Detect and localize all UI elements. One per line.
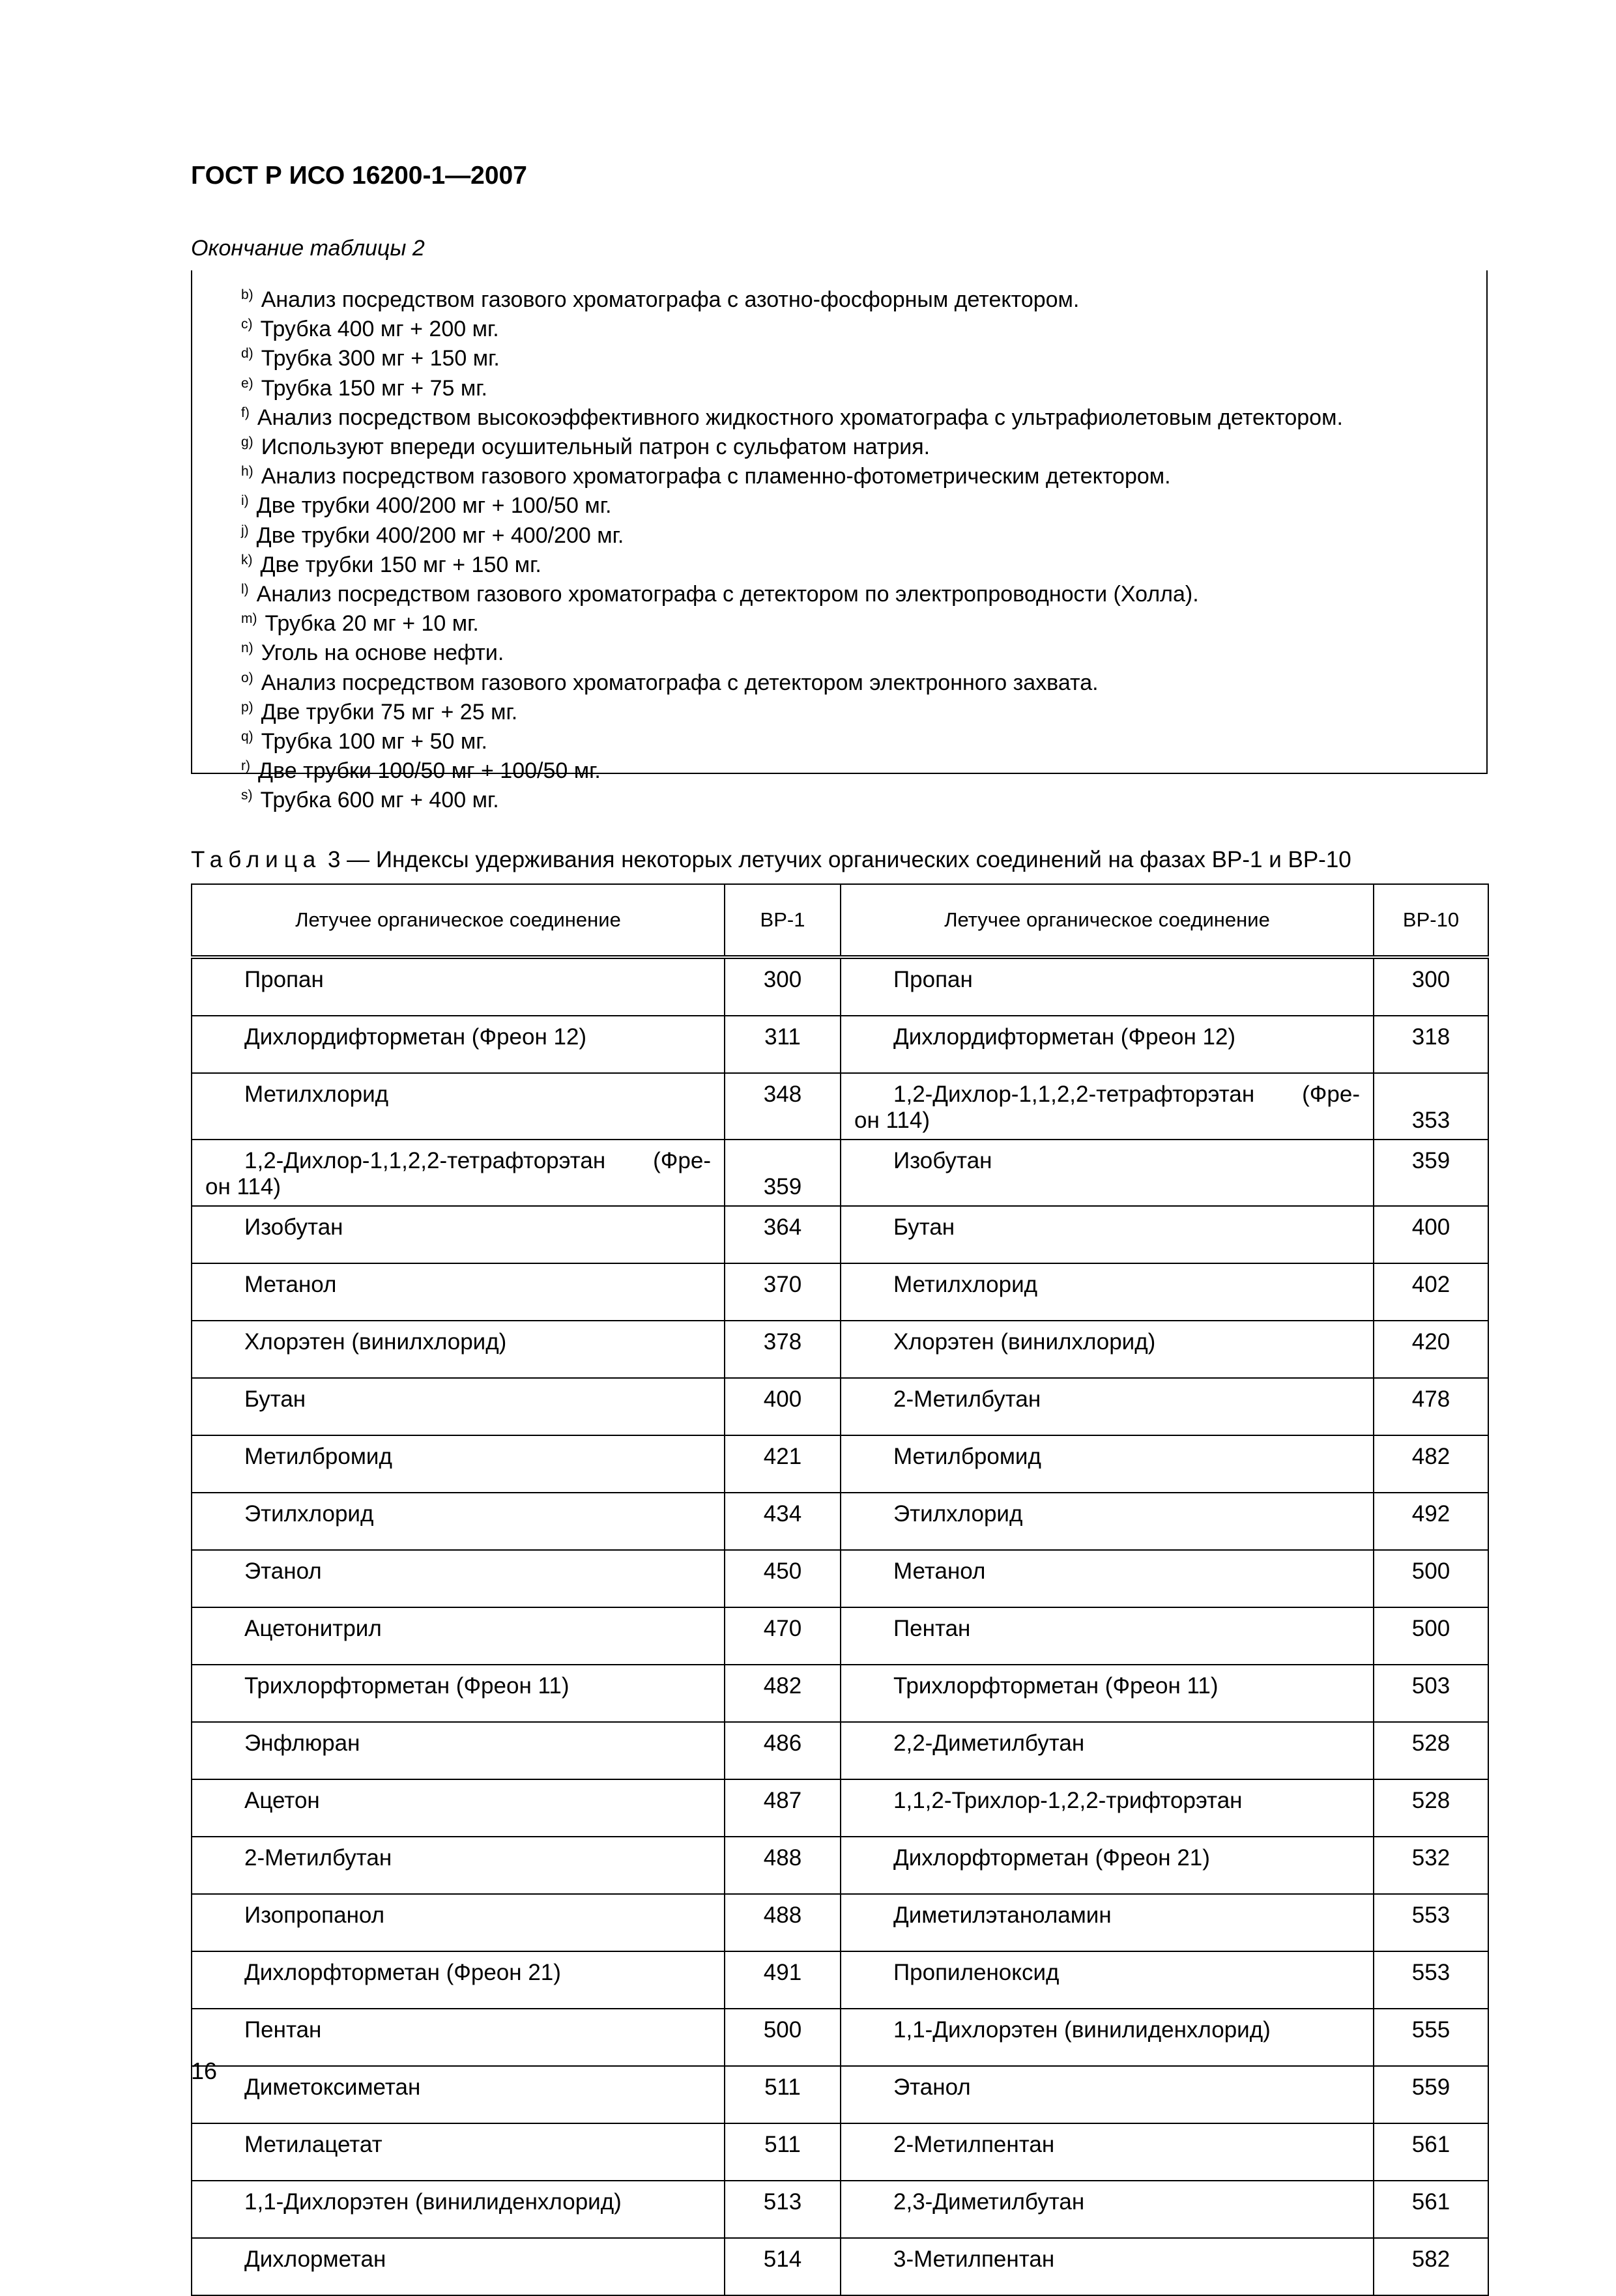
- index-bp1: 311: [725, 1016, 841, 1073]
- index-bp10: 532: [1374, 1837, 1488, 1894]
- footnote-text: Анализ посредством газового хроматографа с азотно-фосфорным детектором.: [261, 287, 1080, 312]
- table-row: [192, 1493, 1488, 1550]
- footnote: [241, 670, 1343, 699]
- index-bp10: 500: [1374, 1550, 1488, 1607]
- index-bp1: 514: [725, 2238, 841, 2295]
- footnote-text: Трубка 150 мг + 75 мг.: [261, 375, 487, 401]
- index-bp10: 318: [1374, 1016, 1488, 1073]
- compound-bp1: [192, 1140, 725, 1206]
- compound-bp1: Метилбромид: [192, 1435, 725, 1493]
- compound-bp10: Дихлордифторметан (Фреон 12): [841, 1016, 1374, 1073]
- table2-footnotes-box: [191, 270, 1488, 813]
- table-row: [192, 1837, 1488, 1894]
- compound-bp1: 1,1-Дихлорэтен (винилиденхлорид): [192, 2181, 725, 2238]
- compound-bp10: Метилхлорид: [841, 1263, 1374, 1321]
- compound-bp10: Изобутан: [841, 1140, 1374, 1206]
- footnote-mark: m): [241, 611, 257, 627]
- compound-bp10: Пропиленоксид: [841, 1951, 1374, 2009]
- index-bp10: 420: [1374, 1321, 1488, 1378]
- compound-bp10: Бутан: [841, 1206, 1374, 1263]
- compound-bp10: Дихлорфторметан (Фреон 21): [841, 1837, 1374, 1894]
- compound-line: он 114): [854, 1108, 930, 1133]
- header-bp1: ВР-1: [725, 884, 841, 957]
- table3-title: [191, 847, 1351, 873]
- index-bp10: 359: [1374, 1140, 1488, 1206]
- footnote-text: Трубка 20 мг + 10 мг.: [265, 611, 479, 637]
- index-bp10: 353: [1374, 1073, 1488, 1140]
- index-bp10: 503: [1374, 1665, 1488, 1722]
- footnote: [241, 493, 1343, 522]
- index-bp10: 582: [1374, 2238, 1488, 2295]
- table-row: [192, 1016, 1488, 1073]
- footnote: [241, 610, 1343, 640]
- index-bp1: 300: [725, 957, 841, 1016]
- footnote-text: Две трубки 100/50 мг + 100/50 мг.: [258, 758, 601, 784]
- compound-bp1: Изопропанол: [192, 1894, 725, 1951]
- index-bp1: 482: [725, 1665, 841, 1722]
- index-bp1: 434: [725, 1493, 841, 1550]
- compound-bp1: Дихлорметан: [192, 2238, 725, 2295]
- table-row: [192, 2181, 1488, 2238]
- footnote-text: Анализ посредством газового хроматографа с детектором по электропроводности (Холла).: [256, 582, 1199, 607]
- index-bp10: 300: [1374, 957, 1488, 1016]
- footnote-mark: s): [241, 788, 253, 803]
- index-bp10: 400: [1374, 1206, 1488, 1263]
- footnote: [241, 463, 1343, 493]
- table-row: [192, 2066, 1488, 2123]
- table-row: [192, 1607, 1488, 1665]
- compound-bp10: 2-Метилбутан: [841, 1378, 1374, 1435]
- table3-title-text: 3 — Индексы удерживания некоторых летучих органических соединений на фазах ВР-1 и ВР-10: [327, 847, 1351, 872]
- index-bp1: 511: [725, 2066, 841, 2123]
- table-row: [192, 2238, 1488, 2295]
- compound-bp1: Этанол: [192, 1550, 725, 1607]
- table-row: [192, 1722, 1488, 1779]
- index-bp10: 528: [1374, 1722, 1488, 1779]
- compound-bp1: Этилхлорид: [192, 1493, 725, 1550]
- footnote-mark: j): [241, 523, 249, 538]
- index-bp10: 402: [1374, 1263, 1488, 1321]
- compound-bp10: Хлорэтен (винилхлорид): [841, 1321, 1374, 1378]
- footnote: [241, 375, 1343, 405]
- header-compound-bp1: Летучее органическое соединение: [192, 884, 725, 957]
- table-row: [192, 1321, 1488, 1378]
- table-row: [192, 957, 1488, 1016]
- footnote-text: Анализ посредством газового хроматографа с пламенно-фотометрическим детектором.: [261, 464, 1171, 489]
- table-row: [192, 2009, 1488, 2066]
- table-row: [192, 1435, 1488, 1493]
- footnote: [241, 405, 1343, 434]
- compound-bp1: Метилхлорид: [192, 1073, 725, 1140]
- footnote: [241, 287, 1343, 316]
- index-bp1: 370: [725, 1263, 841, 1321]
- compound-bp1: Трихлорфторметан (Фреон 11): [192, 1665, 725, 1722]
- compound-line: 1,2-Дихлор-1,1,2,2-тетрафторэтан (Фре-: [893, 1082, 1360, 1107]
- document-code: ГОСТ Р ИСО 16200-1—2007: [191, 162, 527, 190]
- compound-bp10: Пропан: [841, 957, 1374, 1016]
- index-bp10: 561: [1374, 2181, 1488, 2238]
- footnote-text: Трубка 100 мг + 50 мг.: [261, 729, 487, 754]
- footnote-text: Трубка 600 мг + 400 мг.: [260, 788, 499, 813]
- table-row: [192, 1951, 1488, 2009]
- index-bp10: 528: [1374, 1779, 1488, 1837]
- table-row: [192, 1894, 1488, 1951]
- footnote-text: Две трубки 400/200 мг + 100/50 мг.: [256, 493, 612, 519]
- table-row: [192, 1550, 1488, 1607]
- header-compound-bp10: Летучее органическое соединение: [841, 884, 1374, 957]
- footnote-mark: h): [241, 464, 253, 480]
- index-bp10: 559: [1374, 2066, 1488, 2123]
- index-bp1: 487: [725, 1779, 841, 1837]
- table-row: [192, 1073, 1488, 1140]
- table-row: [192, 1263, 1488, 1321]
- index-bp1: 400: [725, 1378, 841, 1435]
- index-bp1: 486: [725, 1722, 841, 1779]
- footnote-mark: d): [241, 346, 253, 362]
- footnote-text: Уголь на основе нефти.: [261, 640, 504, 666]
- compound-bp10: Метанол: [841, 1550, 1374, 1607]
- table-row: [192, 2123, 1488, 2181]
- footnote-mark: q): [241, 729, 253, 745]
- index-bp1: 348: [725, 1073, 841, 1140]
- footnote-mark: k): [241, 552, 253, 567]
- footnote-mark: i): [241, 493, 249, 509]
- table-row: [192, 1140, 1488, 1206]
- index-bp10: 500: [1374, 1607, 1488, 1665]
- compound-bp10: Диметилэтаноламин: [841, 1894, 1374, 1951]
- compound-bp1: 2-Метилбутан: [192, 1837, 725, 1894]
- table-row: [192, 1779, 1488, 1837]
- compound-bp10: 2,2-Диметилбутан: [841, 1722, 1374, 1779]
- table-continuation-caption: Окончание таблицы 2: [191, 236, 425, 261]
- compound-bp10: 1,1-Дихлорэтен (винилиденхлорид): [841, 2009, 1374, 2066]
- header-bp10: ВР-10: [1374, 884, 1488, 957]
- footnote-text: Трубка 400 мг + 200 мг.: [260, 317, 499, 342]
- footnote: [241, 640, 1343, 669]
- page-number: 16: [191, 2058, 218, 2084]
- compound-bp10: Этилхлорид: [841, 1493, 1374, 1550]
- table-row: [192, 1206, 1488, 1263]
- footnote-mark: f): [241, 405, 250, 420]
- compound-bp1: Пентан: [192, 2009, 725, 2066]
- index-bp1: 500: [725, 2009, 841, 2066]
- compound-bp1: Пропан: [192, 957, 725, 1016]
- footnote-mark: e): [241, 375, 253, 391]
- index-bp10: 553: [1374, 1951, 1488, 2009]
- compound-bp10: 2-Метилпентан: [841, 2123, 1374, 2181]
- index-bp1: 421: [725, 1435, 841, 1493]
- index-bp1: 491: [725, 1951, 841, 2009]
- compound-bp1: Дихлордифторметан (Фреон 12): [192, 1016, 725, 1073]
- footnote: [241, 728, 1343, 758]
- compound-bp10: Пентан: [841, 1607, 1374, 1665]
- table3-title-word: Таблица: [191, 847, 322, 872]
- footnote: [241, 345, 1343, 375]
- compound-bp10: Этанол: [841, 2066, 1374, 2123]
- footnote-mark: o): [241, 670, 253, 685]
- index-bp10: 561: [1374, 2123, 1488, 2181]
- footnote-text: Трубка 300 мг + 150 мг.: [261, 346, 500, 371]
- compound-bp10: 1,1,2-Трихлор-1,2,2-трифторэтан: [841, 1779, 1374, 1837]
- index-bp1: 359: [725, 1140, 841, 1206]
- footnote-text: Анализ посредством газового хроматографа с детектором электронного захвата.: [261, 670, 1099, 695]
- index-bp10: 553: [1374, 1894, 1488, 1951]
- table-row: [192, 1378, 1488, 1435]
- footnote: [241, 552, 1343, 581]
- footnote-text: Две трубки 75 мг + 25 мг.: [261, 699, 518, 725]
- footnote-mark: r): [241, 758, 250, 774]
- footnote-mark: g): [241, 435, 253, 450]
- index-bp10: 555: [1374, 2009, 1488, 2066]
- index-bp1: 488: [725, 1837, 841, 1894]
- footnote-text: Две трубки 400/200 мг + 400/200 мг.: [256, 523, 624, 548]
- footnote: [241, 316, 1343, 345]
- index-bp1: 513: [725, 2181, 841, 2238]
- index-bp10: 478: [1374, 1378, 1488, 1435]
- compound-bp10: 2,3-Диметилбутан: [841, 2181, 1374, 2238]
- compound-bp1: Ацетон: [192, 1779, 725, 1837]
- footnote: [241, 434, 1343, 463]
- compound-bp10: Метилбромид: [841, 1435, 1374, 1493]
- compound-bp10: [841, 1073, 1374, 1140]
- compound-bp10: Трихлорфторметан (Фреон 11): [841, 1665, 1374, 1722]
- compound-bp1: Ацетонитрил: [192, 1607, 725, 1665]
- footnote-mark: l): [241, 582, 249, 597]
- index-bp1: 470: [725, 1607, 841, 1665]
- footnote: [241, 787, 1343, 816]
- footnote: [241, 699, 1343, 728]
- footnote-list: [241, 287, 1343, 817]
- index-bp1: 378: [725, 1321, 841, 1378]
- footnote: [241, 581, 1343, 610]
- compound-bp10: 3-Метилпентан: [841, 2238, 1374, 2295]
- compound-line: он 114): [205, 1174, 281, 1199]
- index-bp1: 488: [725, 1894, 841, 1951]
- compound-line: 1,2-Дихлор-1,1,2,2-тетрафторэтан (Фре-: [244, 1148, 711, 1173]
- footnote-mark: p): [241, 699, 253, 715]
- compound-bp1: Метанол: [192, 1263, 725, 1321]
- footnote-mark: b): [241, 287, 253, 302]
- compound-bp1: Метилацетат: [192, 2123, 725, 2181]
- compound-bp1: Хлорэтен (винилхлорид): [192, 1321, 725, 1378]
- compound-bp1: Энфлюран: [192, 1722, 725, 1779]
- index-bp1: 450: [725, 1550, 841, 1607]
- table-header-row: [192, 884, 1488, 957]
- retention-index-table: [191, 883, 1489, 2296]
- index-bp1: 511: [725, 2123, 841, 2181]
- footnote-text: Две трубки 150 мг + 150 мг.: [260, 552, 541, 577]
- footnote-mark: c): [241, 317, 253, 332]
- compound-bp1: Бутан: [192, 1378, 725, 1435]
- footnote-text: Анализ посредством высокоэффективного жидкостного хроматографа с ультрафиолетовым детектором.: [257, 405, 1343, 430]
- index-bp10: 492: [1374, 1493, 1488, 1550]
- footnote-mark: n): [241, 640, 253, 656]
- index-bp10: 482: [1374, 1435, 1488, 1493]
- table-row: [192, 1665, 1488, 1722]
- footnote: [241, 758, 1343, 787]
- index-bp1: 364: [725, 1206, 841, 1263]
- compound-bp1: Изобутан: [192, 1206, 725, 1263]
- footnote-text: Используют впереди осушительный патрон с сульфатом натрия.: [261, 435, 931, 460]
- compound-bp1: Дихлорфторметан (Фреон 21): [192, 1951, 725, 2009]
- footnote: [241, 523, 1343, 552]
- compound-bp1: Диметоксиметан: [192, 2066, 725, 2123]
